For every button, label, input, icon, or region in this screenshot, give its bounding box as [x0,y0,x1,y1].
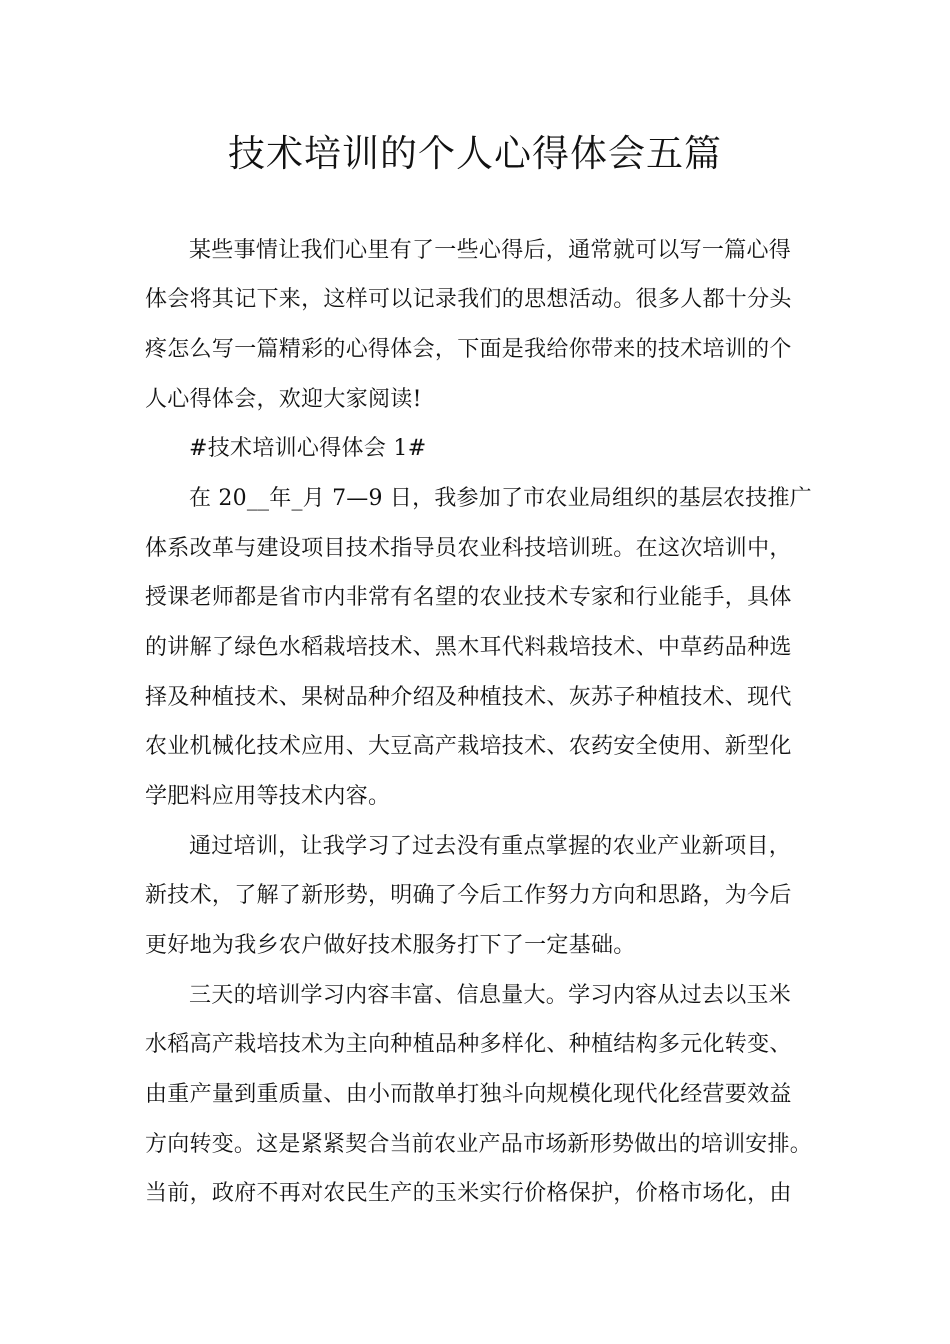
text-line: 疼怎么写一篇精彩的心得体会，下面是我给你带来的技术培训的个 [145,337,792,362]
text-line: 体系改革与建设项目技术指导员农业科技培训班。在这次培训中， [145,536,792,561]
text-line: 更好地为我乡农户做好技术服务打下了一定基础。 [145,933,636,958]
text-line: 的讲解了绿色水稻栽培技术、黑木耳代料栽培技术、中草药品种选 [145,635,792,660]
text-line: 授课老师都是省市内非常有名望的农业技术专家和行业能手，具体 [145,585,792,610]
text-line: 农业机械化技术应用、大豆高产栽培技术、农药安全使用、新型化 [145,734,792,759]
text-line: 水稻高产栽培技术为主向种植品种多样化、种植结构多元化转变、 [145,1032,792,1057]
text-line: 通过培训，让我学习了过去没有重点掌握的农业产业新项目， [189,834,792,859]
section-heading: #技术培训心得体会 1# [189,436,427,461]
text-line: 三天的培训学习内容丰富、信息量大。学习内容从过去以玉米 [189,983,792,1008]
text-line: 新技术，了解了新形势，明确了今后工作努力方向和思路，为今后 [145,883,792,908]
document-title: 技术培训的个人心得体会五篇 [228,132,722,175]
text-line: 某些事情让我们心里有了一些心得后，通常就可以写一篇心得 [189,238,792,263]
text-line: 当前，政府不再对农民生产的玉米实行价格保护，价格市场化，由 [145,1181,792,1206]
text-line: 在 20__年_月 7—9 日，我参加了市农业局组织的基层农技推广 [189,486,812,511]
text-line: 择及种植技术、果树品种介绍及种植技术、灰苏子种植技术、现代 [145,685,792,710]
text-line: 体会将其记下来，这样可以记录我们的思想活动。很多人都十分头 [145,287,792,312]
text-line: 方向转变。这是紧紧契合当前农业产品市场新形势做出的培训安排。 [145,1132,813,1157]
text-line: 由重产量到重质量、由小而散单打独斗向规模化现代化经营要效益 [145,1082,792,1107]
text-line: 人心得体会，欢迎大家阅读! [145,387,422,412]
text-line: 学肥料应用等技术内容。 [145,784,391,809]
